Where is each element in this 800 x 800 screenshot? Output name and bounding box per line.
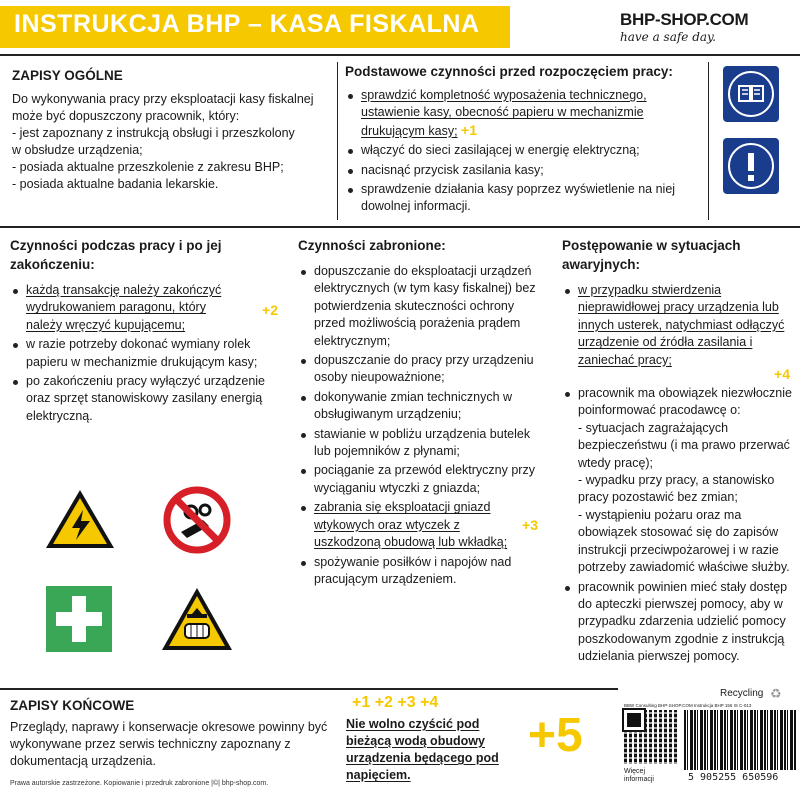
item-text: w przypadku stwierdzenia nieprawidłowej pracy urządzenia lub innych usterek, natychmiast odłączyć urządzenie od źródła zasilania i zaniechać pracy;	[578, 283, 785, 367]
warning-exclamation-icon	[723, 138, 779, 194]
final-text: Przeglądy, naprawy i konserwacje okresowe powinny być wykonywane przez serwis techniczny zapoznany z dokumentacją urządzenia.	[10, 720, 328, 768]
cross-horizontal	[56, 612, 102, 626]
high-voltage-warning-icon	[44, 488, 116, 555]
general-line: - posiada aktualne badania lekarskie.	[12, 177, 219, 191]
header	[0, 0, 800, 54]
forbidden-title: Czynności zabronione:	[298, 238, 446, 253]
divider	[337, 62, 338, 220]
general-section	[12, 66, 332, 193]
list-item: stawianie w pobliżu urządzenia butelek lub pojemników z płynami;	[298, 426, 538, 461]
instruction-manual-icon	[723, 66, 779, 122]
list-item: nacisnąć przycisk zasilania kasy;	[345, 162, 700, 179]
barcode-icon	[684, 710, 796, 770]
general-line: w obsłudze urządzenia;	[12, 143, 143, 157]
emergency-section	[562, 236, 794, 668]
page-title: INSTRUKCJA BHP – KASA FISKALNA	[14, 10, 480, 38]
list-item: pracownik powinien mieć stały dostęp do apteczki pierwszej pomocy, aby w przypadku zdarzenia udzielić pomocy poszkodowanym zgodnie z instrukcją udzielania pierwszej pomocy.	[562, 579, 794, 666]
qr-code-icon	[624, 710, 678, 764]
list-item	[298, 499, 538, 551]
item-text: każdą transakcję należy zakończyć wydrukowaniem paragonu, który należy wręczyć kupującemu;	[26, 283, 222, 332]
code-text: BBW Consulting BHP-SHOP.COM Instrukcja BHP 156 IS C-013	[624, 703, 752, 708]
item-text: sprawdzić kompletność wyposażenia technicznego, ustawienie kasy, obecność papieru w mechanizmie drukującym kasy;	[361, 88, 647, 138]
before-work-title: Podstawowe czynności przed rozpoczęciem pracy:	[345, 64, 673, 79]
brand-name: BHP-SHOP.COM	[620, 10, 749, 29]
during-work-title: Czynności podczas pracy i po jej zakończeniu:	[10, 238, 222, 272]
divider	[0, 54, 800, 56]
list-item: spożywanie posiłków i napojów nad pracującym urządzeniem.	[298, 554, 538, 589]
list-item: w razie potrzeby dokonać wymiany rolek papieru w mechanizmie drukującym kasy;	[10, 336, 278, 371]
before-work-section	[345, 62, 700, 218]
list-item: dopuszczanie do eksploatacji urządzeń elektrycznych (w tym kasy fiskalnej) bez potwierdzenia skuteczności ochrony przed możliwością porażenia prądem elektrycznym;	[298, 263, 538, 350]
general-line: - jest zapoznany z instrukcją obsługi i przeszkolony	[12, 126, 295, 140]
list-item: włączyć do sieci zasilającej w energię elektryczną;	[345, 142, 700, 159]
list-item: pracownik ma obowiązek niezwłocznie poinformować pracodawcę o: - sytuacjach zagrażających bezpieczeństwu (i ma prawo przerwać wtedy pracę); - wypadku przy pracy, a stanowisko pracy pozostawić bez zmian; - wystąpieniu pożaru oraz ma obowiązek stosować się do zapisów instrukcji przeciwpożarowej i w razie potrzeby zawiadomić właściwe służby.	[562, 385, 794, 576]
first-aid-icon	[46, 586, 112, 652]
during-work-section	[10, 236, 278, 427]
more-info-label: Więcej informacji	[624, 768, 654, 783]
list-item: po zakończeniu pracy wyłączyć urządzenie oraz sprzęt stanowiskowy zasilany energią elektryczną.	[10, 373, 278, 425]
list-item: pociąganie za przewód elektryczny przy wyciąganiu wtyczki z gniazda;	[298, 462, 538, 497]
emergency-title: Postępowanie w sytuacjach awaryjnych:	[562, 238, 741, 272]
divider	[0, 688, 618, 690]
big-plus-badge: +5	[528, 709, 583, 762]
barcode-digits: 5 905255 650596	[688, 772, 779, 783]
brand	[620, 10, 790, 44]
qr-marker	[624, 710, 644, 730]
copyright-note: Prawa autorskie zastrzeżone. Kopiowanie i przedruk zabronione |©| bhp-shop.com.	[10, 780, 269, 787]
bonus-text: Nie wolno czyścić pod bieżącą wodą obudowy urządzenia będącego pod napięciem.	[346, 717, 499, 782]
recycling-label: Recycling	[720, 688, 764, 699]
brand-tagline: have a safe day.	[620, 30, 717, 44]
list-item: dokonywanie zmian technicznych w obsługiwanym urządzeniu;	[298, 389, 538, 424]
item-text: zabrania się eksploatacji gniazd wtykowych oraz wtyczek z uszkodzoną obudową lub wkładką;	[314, 500, 508, 550]
divider	[0, 226, 800, 228]
plus-badge: +3	[522, 517, 538, 534]
plus-badge: +2	[262, 302, 278, 318]
final-section	[10, 696, 340, 770]
general-line: Do wykonywania pracy przy eksploatacji kasy fiskalnej	[12, 92, 314, 106]
general-line: może być dopuszczony pracownik, który:	[12, 109, 240, 123]
no-tools-prohibition-icon	[163, 486, 231, 559]
divider	[708, 62, 709, 220]
list-item: dopuszczanie do pracy przy urządzeniu osoby nieupoważnione;	[298, 352, 538, 387]
plus-badge: +4	[774, 365, 790, 382]
list-item	[562, 282, 794, 383]
forbidden-section	[298, 236, 538, 590]
plus-badge: +1	[461, 121, 478, 138]
list-item	[10, 282, 278, 334]
general-line: - posiada aktualne przeszkolenie z zakresu BHP;	[12, 160, 284, 174]
hand-crush-warning-icon	[160, 586, 234, 657]
recycling-icon: ♻	[770, 686, 782, 701]
final-title: ZAPISY KOŃCOWE	[10, 698, 135, 713]
list-item: sprawdzenie działania kasy poprzez wyświetlenie na niej dowolnej informacji.	[345, 181, 700, 216]
bonus-plus-labels: +1 +2 +3 +4	[352, 694, 439, 711]
general-title: ZAPISY OGÓLNE	[12, 68, 123, 83]
list-item	[345, 87, 700, 140]
